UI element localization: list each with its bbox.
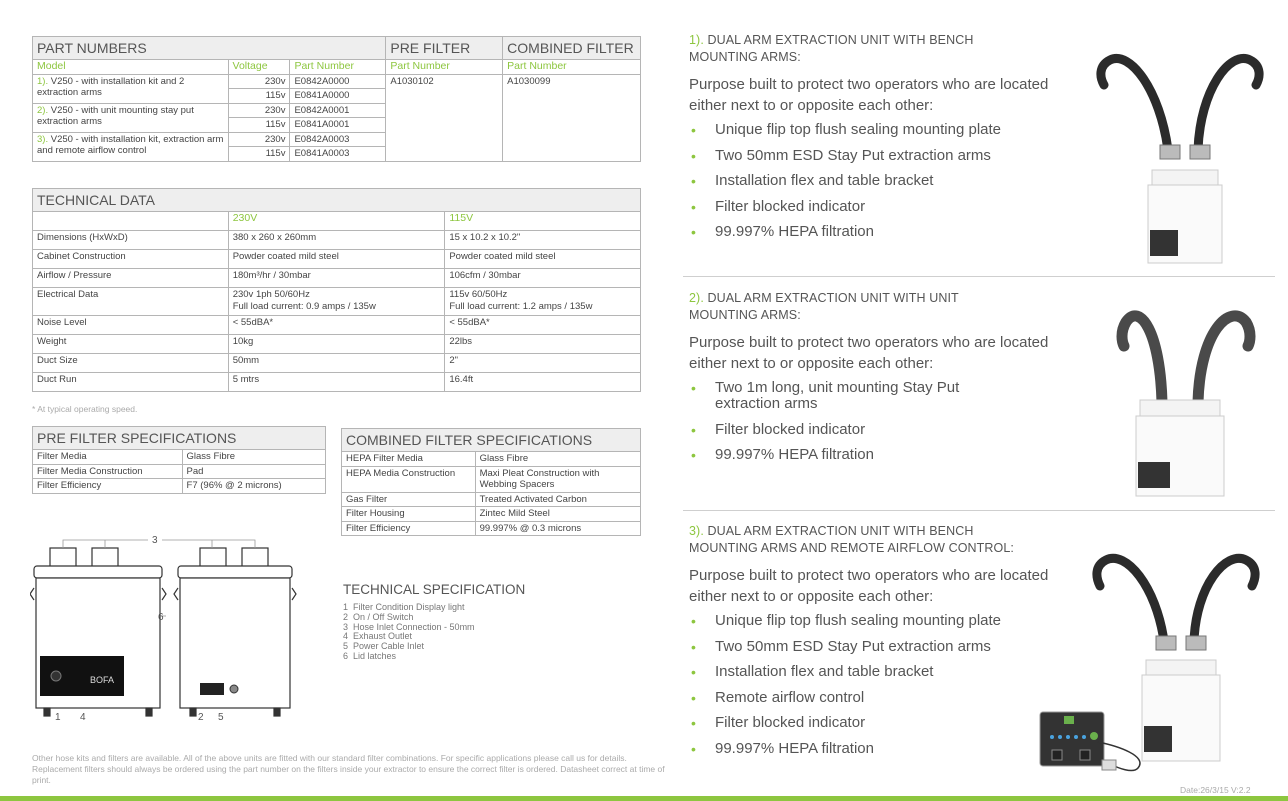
value-115: Powder coated mild steel xyxy=(445,250,641,269)
datasheet-date: Date:26/3/15 V:2.2 xyxy=(1180,785,1251,795)
value-115-line1: 115v 60/50Hz xyxy=(449,289,508,300)
table-row xyxy=(33,269,641,288)
list-item: • Filter blocked indicator xyxy=(689,199,1288,215)
row-label: HEPA Filter Media xyxy=(342,452,476,467)
col-230v: 230V xyxy=(228,212,445,231)
list-item: 2 On / Off Switch xyxy=(343,611,414,622)
row-label: Duct Size xyxy=(33,354,229,373)
row-label: Filter Housing xyxy=(342,507,476,522)
col-model: Model xyxy=(33,60,229,75)
value-115: 106cfm / 30mbar xyxy=(445,269,641,288)
value-115: 22lbs xyxy=(445,335,641,354)
part-number-cell: E0841A0001 xyxy=(290,118,386,133)
col-combined-part-number: Part Number xyxy=(503,60,641,75)
table-row xyxy=(342,452,641,467)
pre-filter-header: PRE FILTER xyxy=(386,37,503,60)
product-3-image xyxy=(1038,536,1283,776)
combined-filter-part-cell: A1030099 xyxy=(503,74,641,161)
value-230: 380 x 260 x 260mm xyxy=(228,231,445,250)
value-230-line2: Full load current: 0.9 amps / 135w xyxy=(232,300,376,312)
row-value: Treated Activated Carbon xyxy=(475,492,640,507)
value-115 xyxy=(445,288,641,316)
list-item: • Filter blocked indicator xyxy=(689,715,1288,731)
table-row xyxy=(33,464,326,479)
value-115-line2: Full load current: 1.2 amps / 135w xyxy=(449,300,593,312)
value-115: 16.4ft xyxy=(445,373,641,392)
table-row xyxy=(33,288,641,316)
bottom-accent-bar xyxy=(0,796,1288,801)
part-numbers-header: PART NUMBERS xyxy=(33,37,386,60)
row-value: Glass Fibre xyxy=(182,450,325,465)
table-row xyxy=(33,335,641,354)
product-1-description: Purpose built to protect two operators who are located either next to or opposite each other: xyxy=(689,76,1049,114)
part-number-cell: E0842A0001 xyxy=(290,103,386,118)
filter-condition-light-icon xyxy=(51,671,61,681)
value-230: < 55dBA* xyxy=(228,316,445,335)
table-row xyxy=(33,316,641,335)
part-number-cell: E0842A0003 xyxy=(290,132,386,147)
product-3-title: 3). DUAL ARM EXTRACTION UNIT WITH BENCH MOUNTING ARMS AND REMOTE AIRFLOW CONTROL: xyxy=(689,524,1014,555)
combined-filter-specs-header: COMBINED FILTER SPECIFICATIONS xyxy=(342,429,641,452)
pre-filter-specs-header: PRE FILTER SPECIFICATIONS xyxy=(33,427,326,450)
callout-3: 3 xyxy=(152,535,158,546)
table-row xyxy=(33,450,326,465)
col-pre-part-number: Part Number xyxy=(386,60,503,75)
product-2-image xyxy=(1110,282,1280,504)
list-item: • 99.997% HEPA filtration xyxy=(689,447,1288,463)
row-label: Filter Media Construction xyxy=(33,464,183,479)
value-230: 50mm xyxy=(228,354,445,373)
model-cell: 1). V250 - with installation kit and 2 extraction arms xyxy=(33,74,229,103)
asterisk-footnote: * At typical operating speed. xyxy=(32,404,138,414)
table-row xyxy=(33,354,641,373)
table-row xyxy=(342,492,641,507)
voltage-cell: 230v xyxy=(228,132,290,147)
row-value: Maxi Pleat Construction with Webbing Spacers xyxy=(475,466,640,492)
list-item: 6 Lid latches xyxy=(343,650,397,661)
product-3-description: Purpose built to protect two operators who are located either next to or opposite each other: xyxy=(689,567,1049,605)
blank-cell xyxy=(33,212,229,231)
row-value: Pad xyxy=(182,464,325,479)
list-item: • Two 50mm ESD Stay Put extraction arms xyxy=(689,639,1288,655)
row-label: Filter Efficiency xyxy=(33,479,183,494)
pre-filter-part-cell: A1030102 xyxy=(386,74,503,161)
row-label: Filter Efficiency xyxy=(342,521,476,536)
pre-filter-specs-table xyxy=(32,426,326,494)
list-item: 5 Power Cable Inlet xyxy=(343,641,425,652)
table-row xyxy=(33,74,641,89)
product-2-title: 2). DUAL ARM EXTRACTION UNIT WITH UNIT MOUNTING ARMS: xyxy=(689,291,959,322)
row-label: Cabinet Construction xyxy=(33,250,229,269)
technical-specification-title: TECHNICAL SPECIFICATION xyxy=(343,582,526,597)
callout-2: 2 xyxy=(198,712,204,723)
row-label: Electrical Data xyxy=(33,288,229,316)
logo-text: BOFA xyxy=(90,675,115,685)
list-item: 3 Hose Inlet Connection - 50mm xyxy=(343,621,475,632)
combined-filter-specs-table xyxy=(341,428,641,536)
value-230: Powder coated mild steel xyxy=(228,250,445,269)
table-row xyxy=(342,521,641,536)
table-row xyxy=(33,373,641,392)
voltage-cell: 230v xyxy=(228,74,290,89)
row-label: Airflow / Pressure xyxy=(33,269,229,288)
voltage-cell: 115v xyxy=(228,89,290,104)
col-115v: 115V xyxy=(445,212,641,231)
list-item: • Unique flip top flush sealing mounting plate xyxy=(689,122,1288,138)
col-part-number: Part Number xyxy=(290,60,386,75)
part-number-cell: E0841A0000 xyxy=(290,89,386,104)
row-value: Zintec Mild Steel xyxy=(475,507,640,522)
part-number-cell: E0842A0000 xyxy=(290,74,386,89)
callout-4: 4 xyxy=(80,712,86,723)
technical-data-header: TECHNICAL DATA xyxy=(33,189,641,212)
row-value: F7 (96% @ 2 microns) xyxy=(182,479,325,494)
list-item: • Installation flex and table bracket xyxy=(689,173,1288,189)
list-item: 1 Filter Condition Display light xyxy=(343,602,465,612)
list-item: • 99.997% HEPA filtration xyxy=(689,741,1288,757)
list-item: • Installation flex and table bracket xyxy=(689,664,1288,680)
technical-specification xyxy=(343,582,525,662)
technical-specification-list xyxy=(343,603,525,662)
power-inlet-icon xyxy=(230,685,238,693)
voltage-cell: 115v xyxy=(228,147,290,162)
list-item: • Remote airflow control xyxy=(689,690,1288,706)
row-value: 99.997% @ 0.3 microns xyxy=(475,521,640,536)
callout-6: 6 xyxy=(158,612,164,623)
voltage-cell: 115v xyxy=(228,118,290,133)
divider xyxy=(683,276,1275,277)
callout-5: 5 xyxy=(218,712,224,723)
row-label: HEPA Media Construction xyxy=(342,466,476,492)
technical-data-table xyxy=(32,188,641,392)
callout-1: 1 xyxy=(55,712,61,723)
combined-filter-header: COMBINED FILTER xyxy=(503,37,641,60)
list-item: • Two 50mm ESD Stay Put extraction arms xyxy=(689,148,1288,164)
col-voltage: Voltage xyxy=(228,60,290,75)
row-value: Glass Fibre xyxy=(475,452,640,467)
table-row xyxy=(33,479,326,494)
table-row xyxy=(342,466,641,492)
part-number-cell: E0841A0003 xyxy=(290,147,386,162)
on-off-switch-icon xyxy=(200,683,224,695)
value-115: 15 x 10.2 x 10.2" xyxy=(445,231,641,250)
value-230 xyxy=(228,288,445,316)
unit-diagram xyxy=(30,530,330,725)
value-115: 2" xyxy=(445,354,641,373)
table-row xyxy=(33,250,641,269)
row-label: Dimensions (HxWxD) xyxy=(33,231,229,250)
list-item: • Unique flip top flush sealing mounting plate xyxy=(689,613,1288,629)
product-2-description: Purpose built to protect two operators who are located either next to or opposite each other: xyxy=(689,334,1049,372)
row-label: Gas Filter xyxy=(342,492,476,507)
value-230-line1: 230v 1ph 50/60Hz xyxy=(232,289,310,300)
row-label: Filter Media xyxy=(33,450,183,465)
divider xyxy=(683,510,1275,511)
model-cell: 3). V250 - with installation kit, extraction arm and remote airflow control xyxy=(33,132,229,161)
value-230: 5 mtrs xyxy=(228,373,445,392)
list-item: • Filter blocked indicator xyxy=(689,422,1288,438)
row-label: Noise Level xyxy=(33,316,229,335)
table-row xyxy=(33,231,641,250)
value-230: 10kg xyxy=(228,335,445,354)
bottom-note: Other hose kits and filters are available. All of the above units are fitted with our standard filter combinations. For specific applications please call us for details. Replacement filters should always be ordered using the part number on the filters inside your extractor to ensure the correct filter is ordered. Datasheet correct at time of print. xyxy=(32,753,665,785)
part-numbers-table xyxy=(32,36,641,162)
product-1-image xyxy=(1090,30,1280,270)
value-115: < 55dBA* xyxy=(445,316,641,335)
value-230: 180m³/hr / 30mbar xyxy=(228,269,445,288)
model-cell: 2). V250 - with unit mounting stay put extraction arms xyxy=(33,103,229,132)
list-item: • Two 1m long, unit mounting Stay Put extraction arms xyxy=(689,380,989,412)
product-1-title: 1). DUAL ARM EXTRACTION UNIT WITH BENCH MOUNTING ARMS: xyxy=(689,33,974,64)
row-label: Weight xyxy=(33,335,229,354)
voltage-cell: 230v xyxy=(228,103,290,118)
list-item: • 99.997% HEPA filtration xyxy=(689,224,1288,240)
list-item: 4 Exhaust Outlet xyxy=(343,631,413,642)
table-row xyxy=(342,507,641,522)
row-label: Duct Run xyxy=(33,373,229,392)
